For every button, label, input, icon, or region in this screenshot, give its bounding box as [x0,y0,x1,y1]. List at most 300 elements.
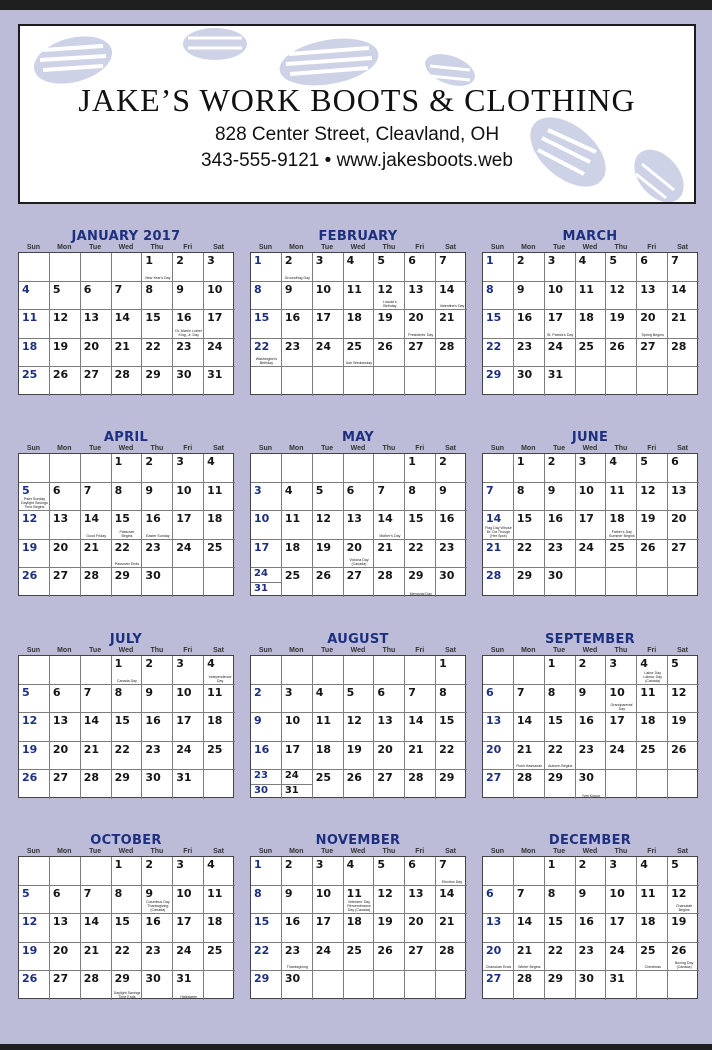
day-number: 7 [486,483,494,497]
weekday-label: Mon [521,848,536,855]
day-number: 26 [22,972,38,986]
day-cell [606,943,637,972]
day-cell [81,886,112,915]
day-number: 27 [377,771,393,785]
day-cell [251,886,282,915]
day-cell [313,770,344,799]
day-number: 9 [176,282,184,296]
day-cell [344,770,375,799]
day-cell [545,943,576,972]
day-cell [50,857,81,886]
day-cell [282,656,313,685]
month-grid [250,856,466,999]
weekday-label: Fri [415,244,425,251]
month-name: AUGUST [327,632,389,647]
day-number: 5 [22,886,30,900]
day-cell [204,454,235,483]
month-december [482,834,698,999]
day-number: 30 [254,784,268,796]
day-number: 18 [284,540,301,554]
day-cell [142,540,173,569]
day-number: 16 [145,512,161,526]
day-cell [374,568,405,597]
weekday-label: Mon [57,445,72,452]
day-cell [668,483,699,512]
day-cell [545,483,576,512]
weekday-label: Thu [150,244,164,251]
day-cell [282,454,313,483]
day-cell [637,454,668,483]
day-cell [204,253,235,282]
day-number: 12 [346,714,362,728]
day-number: 21 [83,943,100,957]
day-number: 10 [176,886,192,900]
weekday-label: Thu [614,848,628,855]
day-cell [112,253,143,282]
day-number: 2 [145,858,154,871]
day-number: 5 [346,685,355,699]
day-number: 15 [439,714,455,728]
day-number: 22 [408,540,424,554]
day-number: 4 [207,657,215,670]
day-number: 22 [547,742,564,756]
weekday-label: Wed [350,445,366,452]
day-number: 26 [609,339,625,353]
weekday-label: Wed [582,647,598,654]
day-number: 26 [52,368,69,382]
day-cell [405,253,436,282]
holiday-label: Yom Kippur [581,793,601,798]
day-number: 28 [377,569,393,583]
day-number: 6 [640,254,648,267]
day-cell [112,886,143,915]
day-number: 13 [346,512,362,526]
month-name: NOVEMBER [315,833,401,848]
day-cell [204,685,235,714]
weekday-label: Fri [415,445,425,452]
day-number: 29 [439,771,455,785]
day-cell [483,742,514,771]
day-number: 22 [516,540,533,554]
day-number: 8 [408,483,416,497]
day-number: 1 [254,858,262,871]
holiday-label: Washington's Birthday [255,357,278,366]
weekday-label: Sat [213,445,225,452]
day-cell [374,914,405,943]
day-number: 12 [377,282,393,296]
day-number: 20 [640,311,656,325]
day-number: 23 [176,339,192,353]
day-number: 5 [52,282,61,296]
day-cell [19,339,50,368]
weekday-label: Thu [382,647,396,654]
day-cell [374,857,405,886]
day-number: 23 [284,339,301,353]
holiday-label: Passover Ends [114,562,140,567]
day-number: 4 [22,282,30,296]
day-cell [204,540,235,569]
top-border [0,0,712,10]
day-number: 10 [578,483,594,497]
day-cell [173,857,204,886]
day-cell [637,742,668,771]
weekday-label: Wed [582,848,598,855]
weekday-label: Mon [289,848,304,855]
day-number: 5 [22,483,30,497]
month-grid [482,252,698,395]
day-number: 14 [114,311,130,325]
weekday-label: Tue [89,244,102,251]
day-number: 15 [516,512,533,526]
day-cell [81,253,112,282]
day-number: 14 [408,714,424,728]
day-cell [344,483,375,512]
day-number: 10 [176,685,192,699]
holiday-label: Daylight Savings Time Ends [113,990,141,999]
day-number: 10 [609,685,625,699]
day-number: 30 [439,569,455,583]
day-number: 7 [83,483,92,497]
day-number: 23 [145,943,161,957]
day-cell [81,685,112,714]
day-cell [112,282,143,311]
day-number: 17 [284,742,301,756]
weekday-label: Fri [183,244,193,251]
day-number: 6 [408,254,416,267]
day-cell [374,253,405,282]
day-cell [374,367,405,396]
weekday-label: Tue [321,848,334,855]
day-number: 28 [83,771,100,785]
day-number: 17 [609,714,625,728]
holiday-label: Father's Day Summer Begins [609,529,635,538]
day-number: 20 [83,339,100,353]
day-cell [606,971,637,1000]
day-number: 13 [83,311,100,325]
day-cell [405,914,436,943]
weekday-label: Thu [382,244,396,251]
day-cell [204,310,235,339]
day-number: 14 [83,512,100,526]
day-number: 3 [609,657,618,670]
day-number: 11 [578,282,594,296]
weekday-label: Sun [258,244,273,251]
day-cell [514,685,545,714]
day-cell [405,857,436,886]
day-number: 29 [547,972,564,986]
business-name: JAKE’S WORK BOOTS & CLOTHING [78,82,636,118]
day-cell [344,857,375,886]
day-number: 19 [377,311,393,325]
day-cell [637,253,668,282]
day-number: 17 [578,512,594,526]
month-name: OCTOBER [90,833,162,848]
business-contact: 343-555-9121 • www.jakesboots.web [201,150,513,171]
day-number: 3 [207,254,215,267]
weekday-label: Sat [213,848,225,855]
day-cell [668,540,699,569]
day-cell [112,713,143,742]
day-number: 6 [83,282,92,296]
day-cell [142,770,173,799]
holiday-label: Flag Day Whose Dr. Da Though (Her Spot) [485,525,512,538]
month-july [18,633,234,798]
day-cell [251,454,282,483]
day-cell [81,454,112,483]
day-cell [19,310,50,339]
day-cell [313,253,344,282]
weekday-label: Thu [614,445,628,452]
day-cell [142,568,173,597]
day-number: 13 [486,714,502,728]
day-cell [282,857,313,886]
day-number: 12 [315,512,332,526]
day-number: 4 [578,254,587,267]
day-number: 13 [486,915,502,929]
day-number: 9 [145,685,154,699]
day-number: 18 [22,339,38,353]
day-cell [251,583,282,597]
day-number: 27 [83,368,100,382]
day-number: 2 [145,455,154,468]
day-number: 21 [516,943,533,957]
day-cell [483,886,514,915]
weekday-label: Sat [677,647,689,654]
day-number: 17 [207,311,223,325]
day-cell [668,943,699,972]
day-cell [344,310,375,339]
day-number: 19 [609,311,625,325]
day-number: 11 [346,282,362,296]
day-number: 22 [114,540,130,554]
day-number: 13 [640,282,656,296]
day-cell [344,568,375,597]
weekday-label: Sat [445,445,457,452]
day-number: 4 [207,858,215,871]
day-cell [19,253,50,282]
day-number: 2 [284,254,293,267]
day-number: 22 [439,742,455,756]
day-number: 4 [207,455,215,468]
day-number: 27 [486,771,502,785]
day-cell [576,511,607,540]
day-number: 15 [114,512,130,526]
day-cell [637,483,668,512]
day-cell [344,656,375,685]
day-cell [606,483,637,512]
weekday-label: Sat [677,848,689,855]
day-number: 10 [609,886,625,900]
day-number: 30 [284,972,301,986]
day-cell [251,971,282,1000]
day-number: 3 [547,254,556,267]
day-number: 6 [408,858,416,871]
day-number: 16 [176,311,192,325]
day-cell [483,454,514,483]
weekday-header [482,646,698,655]
day-cell [142,713,173,742]
day-cell [112,367,143,396]
day-number: 11 [640,886,656,900]
day-cell [173,971,204,1000]
day-number: 9 [439,483,447,497]
day-number: 8 [114,886,123,900]
day-cell [606,685,637,714]
day-cell [545,339,576,368]
day-number: 7 [516,685,525,699]
day-number: 2 [176,254,184,267]
day-cell [313,511,344,540]
holiday-label: New Year's Day [145,275,171,280]
day-number: 6 [346,483,355,497]
day-cell [313,886,344,915]
day-number: 7 [439,858,447,871]
day-number: 14 [486,512,502,526]
day-cell [81,540,112,569]
day-number: 19 [346,742,362,756]
day-number: 2 [578,858,587,871]
day-cell [282,943,313,972]
day-cell [514,511,545,540]
day-cell [483,943,514,972]
day-cell [405,713,436,742]
day-cell [251,253,282,282]
day-number: 25 [22,368,38,382]
day-cell [514,742,545,771]
day-cell [606,713,637,742]
weekday-label: Wed [350,244,366,251]
weekday-label: Sun [490,848,505,855]
day-number: 30 [145,972,161,986]
day-number: 24 [315,943,332,957]
month-may [250,431,466,596]
day-number: 25 [284,569,301,583]
day-number: 24 [207,339,223,353]
day-cell [668,454,699,483]
day-cell [50,770,81,799]
day-cell [173,511,204,540]
day-number: 23 [145,540,161,554]
day-number: 5 [609,254,618,267]
day-number: 7 [671,254,679,267]
day-cell [405,886,436,915]
day-cell [483,339,514,368]
day-cell [374,454,405,483]
day-cell [50,282,81,311]
day-cell [282,282,313,311]
day-cell [514,914,545,943]
weekday-label: Tue [321,244,334,251]
day-cell [313,310,344,339]
day-number: 6 [486,685,494,699]
day-cell [282,568,313,597]
weekday-label: Mon [521,244,536,251]
day-number: 12 [640,483,656,497]
day-cell [514,310,545,339]
day-cell [204,339,235,368]
day-cell [173,483,204,512]
day-cell [436,253,467,282]
boot-print-icon [28,30,118,90]
day-number: 12 [22,512,38,526]
day-number: 30 [547,569,564,583]
day-number: 19 [640,512,656,526]
day-cell [173,282,204,311]
day-cell [576,483,607,512]
day-number: 19 [671,714,687,728]
day-cell [668,886,699,915]
day-number: 3 [578,455,587,468]
day-cell [514,886,545,915]
weekday-label: Sat [213,647,225,654]
weekday-label: Thu [150,848,164,855]
day-cell [50,943,81,972]
weekday-label: Thu [614,244,628,251]
weekday-header [250,646,466,655]
weekday-label: Wed [118,647,134,654]
day-number: 26 [377,339,393,353]
day-cell [173,770,204,799]
day-number: 5 [22,685,30,699]
day-cell [576,943,607,972]
day-cell [344,511,375,540]
day-cell [142,454,173,483]
day-cell [19,454,50,483]
day-cell [576,886,607,915]
day-cell [282,339,313,368]
day-number: 6 [377,685,386,699]
weekday-label: Fri [183,647,193,654]
day-cell [251,713,282,742]
day-cell [173,685,204,714]
day-number: 29 [516,569,533,583]
day-number: 7 [83,685,92,699]
day-cell [251,339,282,368]
day-number: 10 [315,282,332,296]
bottom-border [0,1044,712,1050]
holiday-label: Dr. Martin Luther King, Jr. Day [175,328,203,337]
day-number: 11 [207,886,223,900]
weekday-label: Sun [490,647,505,654]
day-cell [374,886,405,915]
day-number: 18 [346,311,362,325]
boot-print-icon [180,26,250,66]
weekday-label: Wed [350,647,366,654]
day-cell [173,540,204,569]
day-number: 21 [439,915,455,929]
day-cell [405,282,436,311]
day-cell [313,540,344,569]
holiday-label: Christmas [644,965,661,970]
day-cell [545,454,576,483]
day-cell [19,971,50,1000]
day-number: 2 [516,254,525,267]
day-number: 9 [578,685,587,699]
day-cell [313,656,344,685]
weekday-label: Mon [289,244,304,251]
day-number: 14 [516,714,533,728]
day-cell [50,742,81,771]
day-cell [251,914,282,943]
day-cell [606,282,637,311]
day-cell [344,253,375,282]
holiday-label: Groundhog Day [284,275,310,280]
day-cell [344,886,375,915]
day-number: 15 [408,512,424,526]
day-cell [19,282,50,311]
day-cell [545,253,576,282]
day-number: 26 [671,742,687,756]
